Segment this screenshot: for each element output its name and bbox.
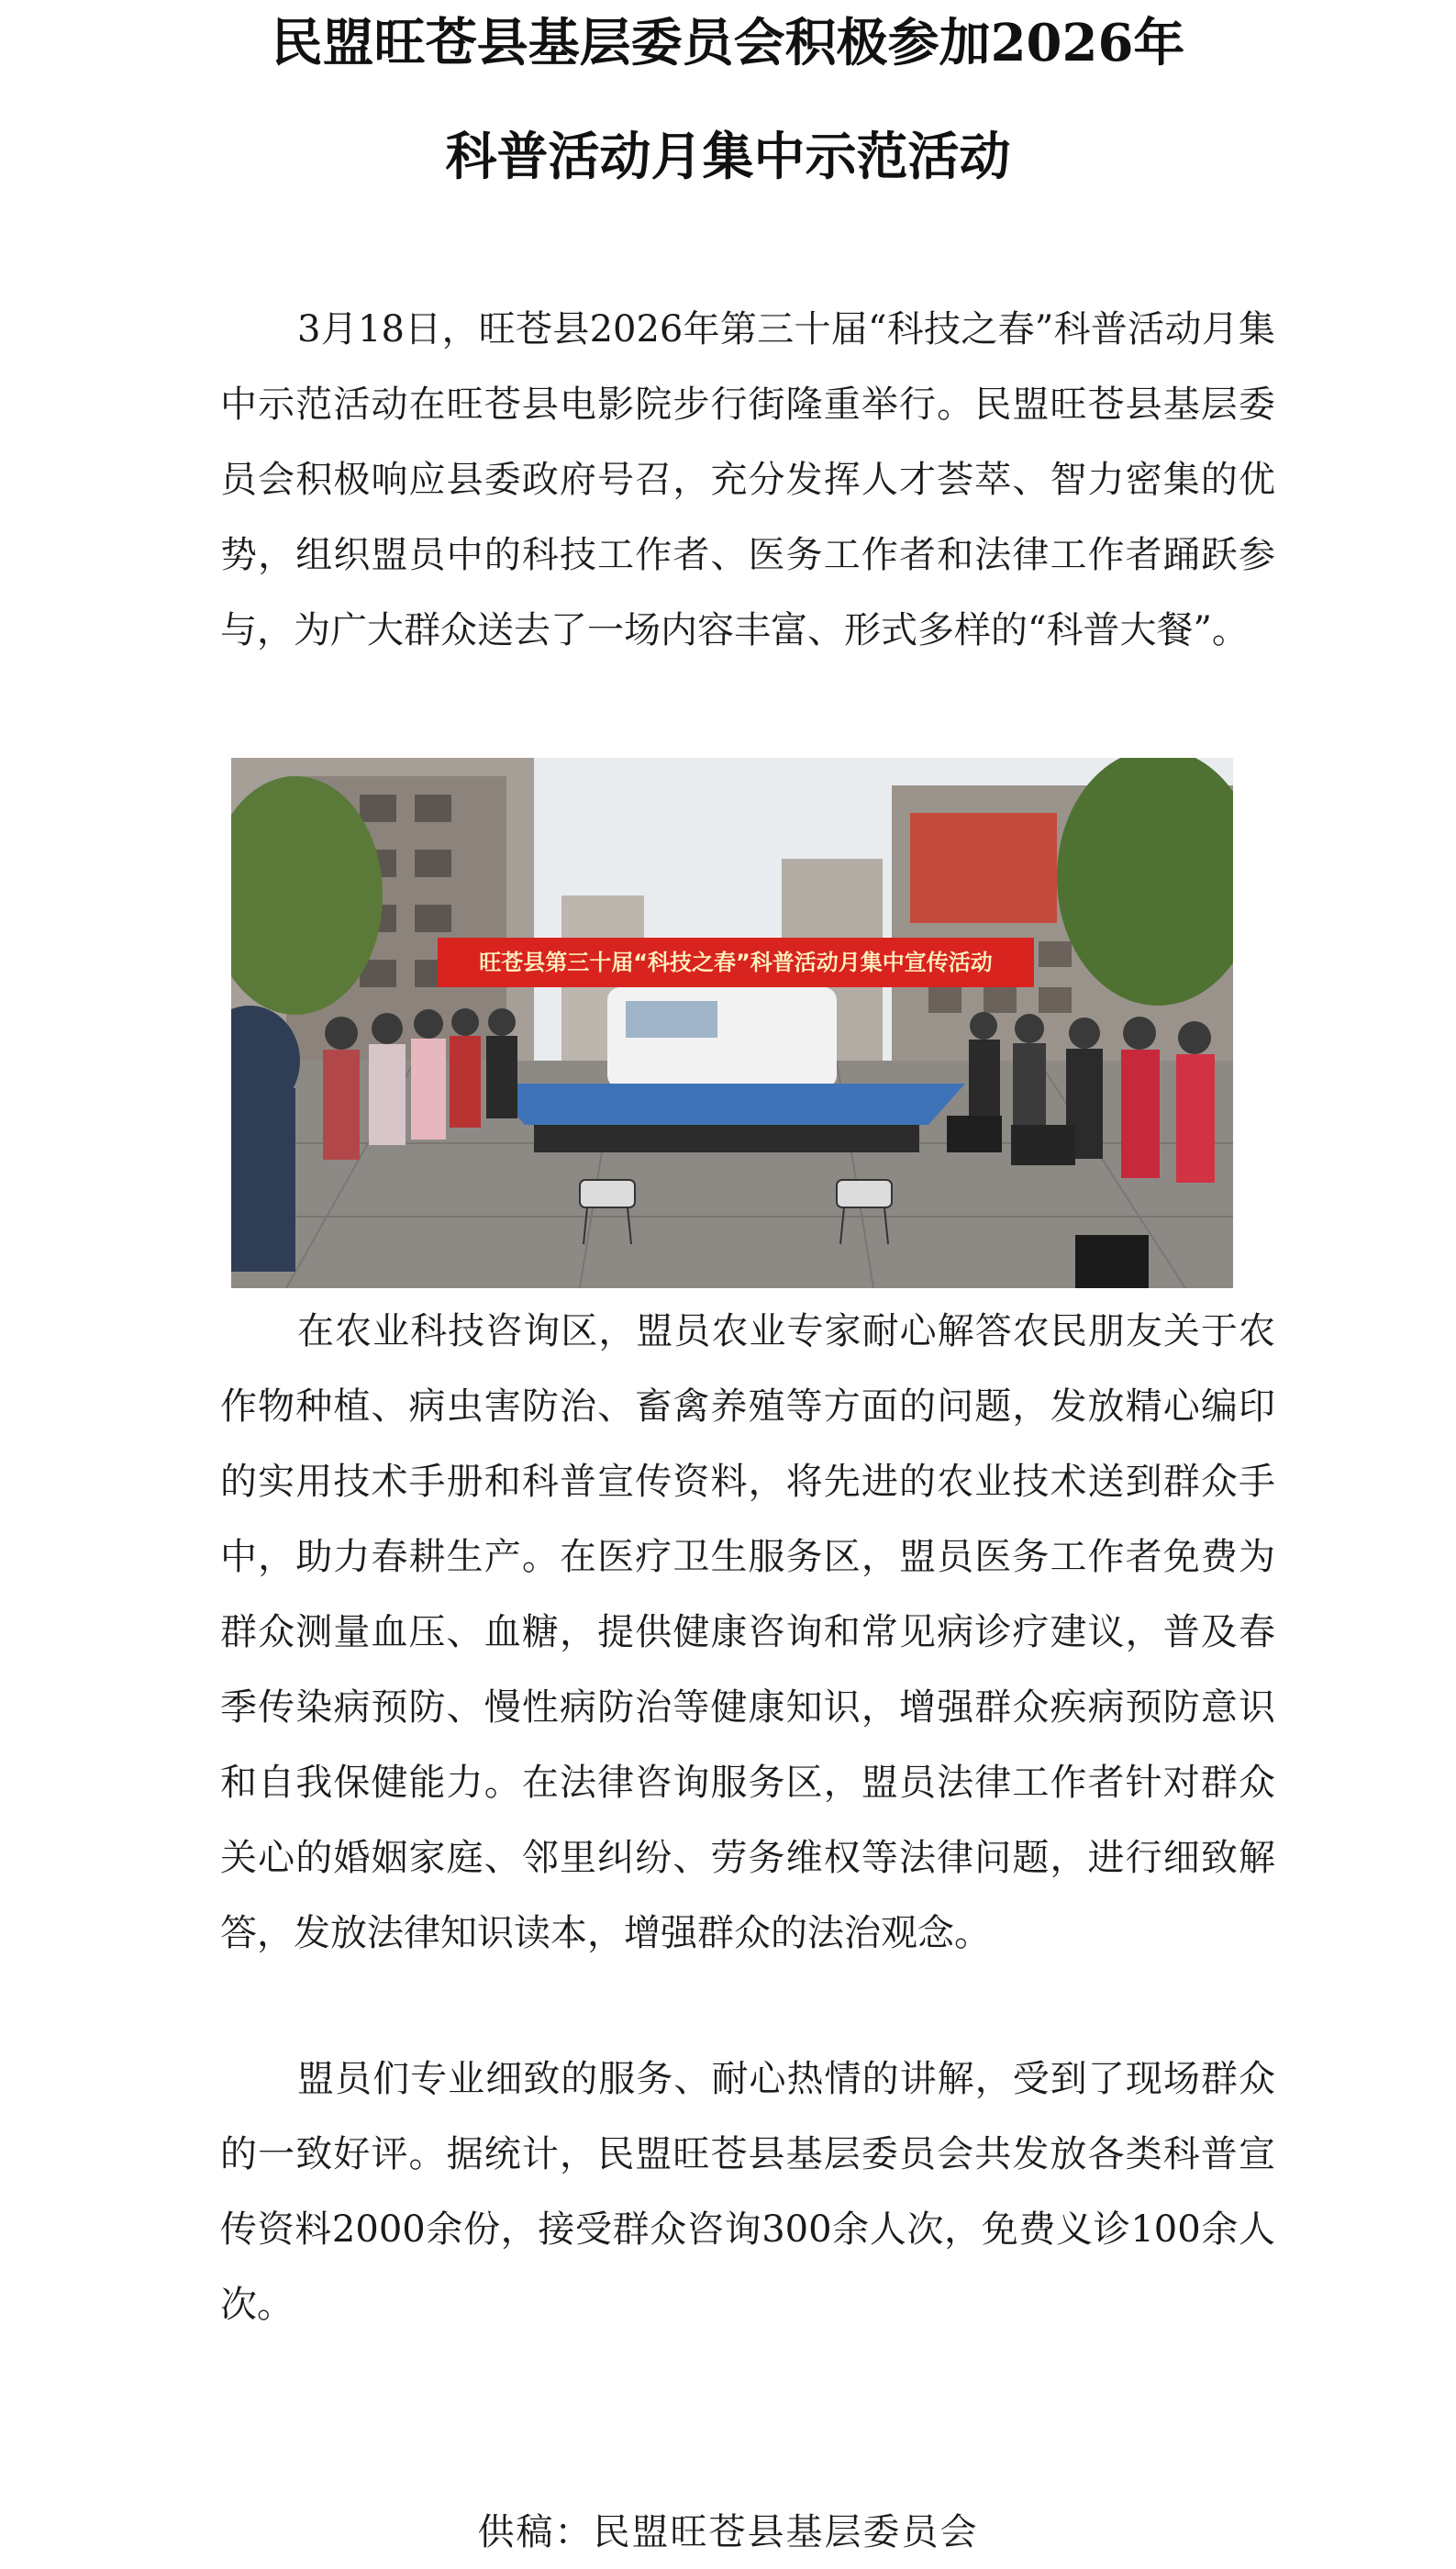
photo-table-base <box>534 1125 919 1152</box>
photo-speaker <box>1075 1235 1149 1288</box>
paragraph-intro: 3月18日，旺苍县2026年第三十届“科技之春”科普活动月集中示范活动在旺苍县电影院步行街隆重举行。民盟旺苍县基层委员会积极响应县委政府号召，充分发挥人才荟萃、智力密集的优势，组织盟员中的科技工作者、医务工作者和法律工作者踊跃参与，为广大群众送去了一场内容丰富、形式多样的“科普大餐”。 <box>220 308 1275 651</box>
event-photo-illustration <box>231 758 1233 1288</box>
paragraph-summary: 盟员们专业细致的服务、耐心热情的讲解，受到了现场群众的一致好评。据统计，民盟旺苍县基层委员会共发放各类科普宣传资料2000余份，接受群众咨询300余人次，免费义诊100余人次。 <box>220 2058 1275 2326</box>
photo-van-window <box>626 1001 717 1038</box>
title-line-1: 民盟旺苍县基层委员会积极参加2026年 <box>271 13 1185 73</box>
event-photo <box>231 758 1233 1288</box>
photo-equipment-case <box>947 1116 1002 1152</box>
paragraph-services: 在农业科技咨询区，盟员农业专家耐心解答农民朋友关于农作物种植、病虫害防治、畜禽养殖等方面的问题，发放精心编印的实用技术手册和科普宣传资料，将先进的农业技术送到群众手中，助力春耕生产。在医疗卫生服务区，盟员医务工作者免费为群众测量血压、血糖，提供健康咨询和常见病诊疗建议，普及春季传染病预防、慢性病防治等健康知识，增强群众疾病预防意识和自我保健能力。在法律咨询服务区，盟员法律工作者针对群众关心的婚姻家庭、邻里纠纷、劳务维权等法律问题，进行细致解答，发放法律知识读本，增强群众的法治观念。 <box>220 1310 1275 1954</box>
credit-line: 供稿：民盟旺苍县基层委员会 <box>477 2511 979 2553</box>
title-line-2: 科普活动月集中示范活动 <box>445 127 1011 187</box>
photo-shop-sign-right <box>910 813 1057 923</box>
photo-pingpong-table <box>488 1084 965 1125</box>
photo-equipment-case-2 <box>1011 1125 1075 1165</box>
photo-banner-text: 旺苍县第三十届“科技之春”科普活动月集中宣传活动 <box>479 950 993 975</box>
